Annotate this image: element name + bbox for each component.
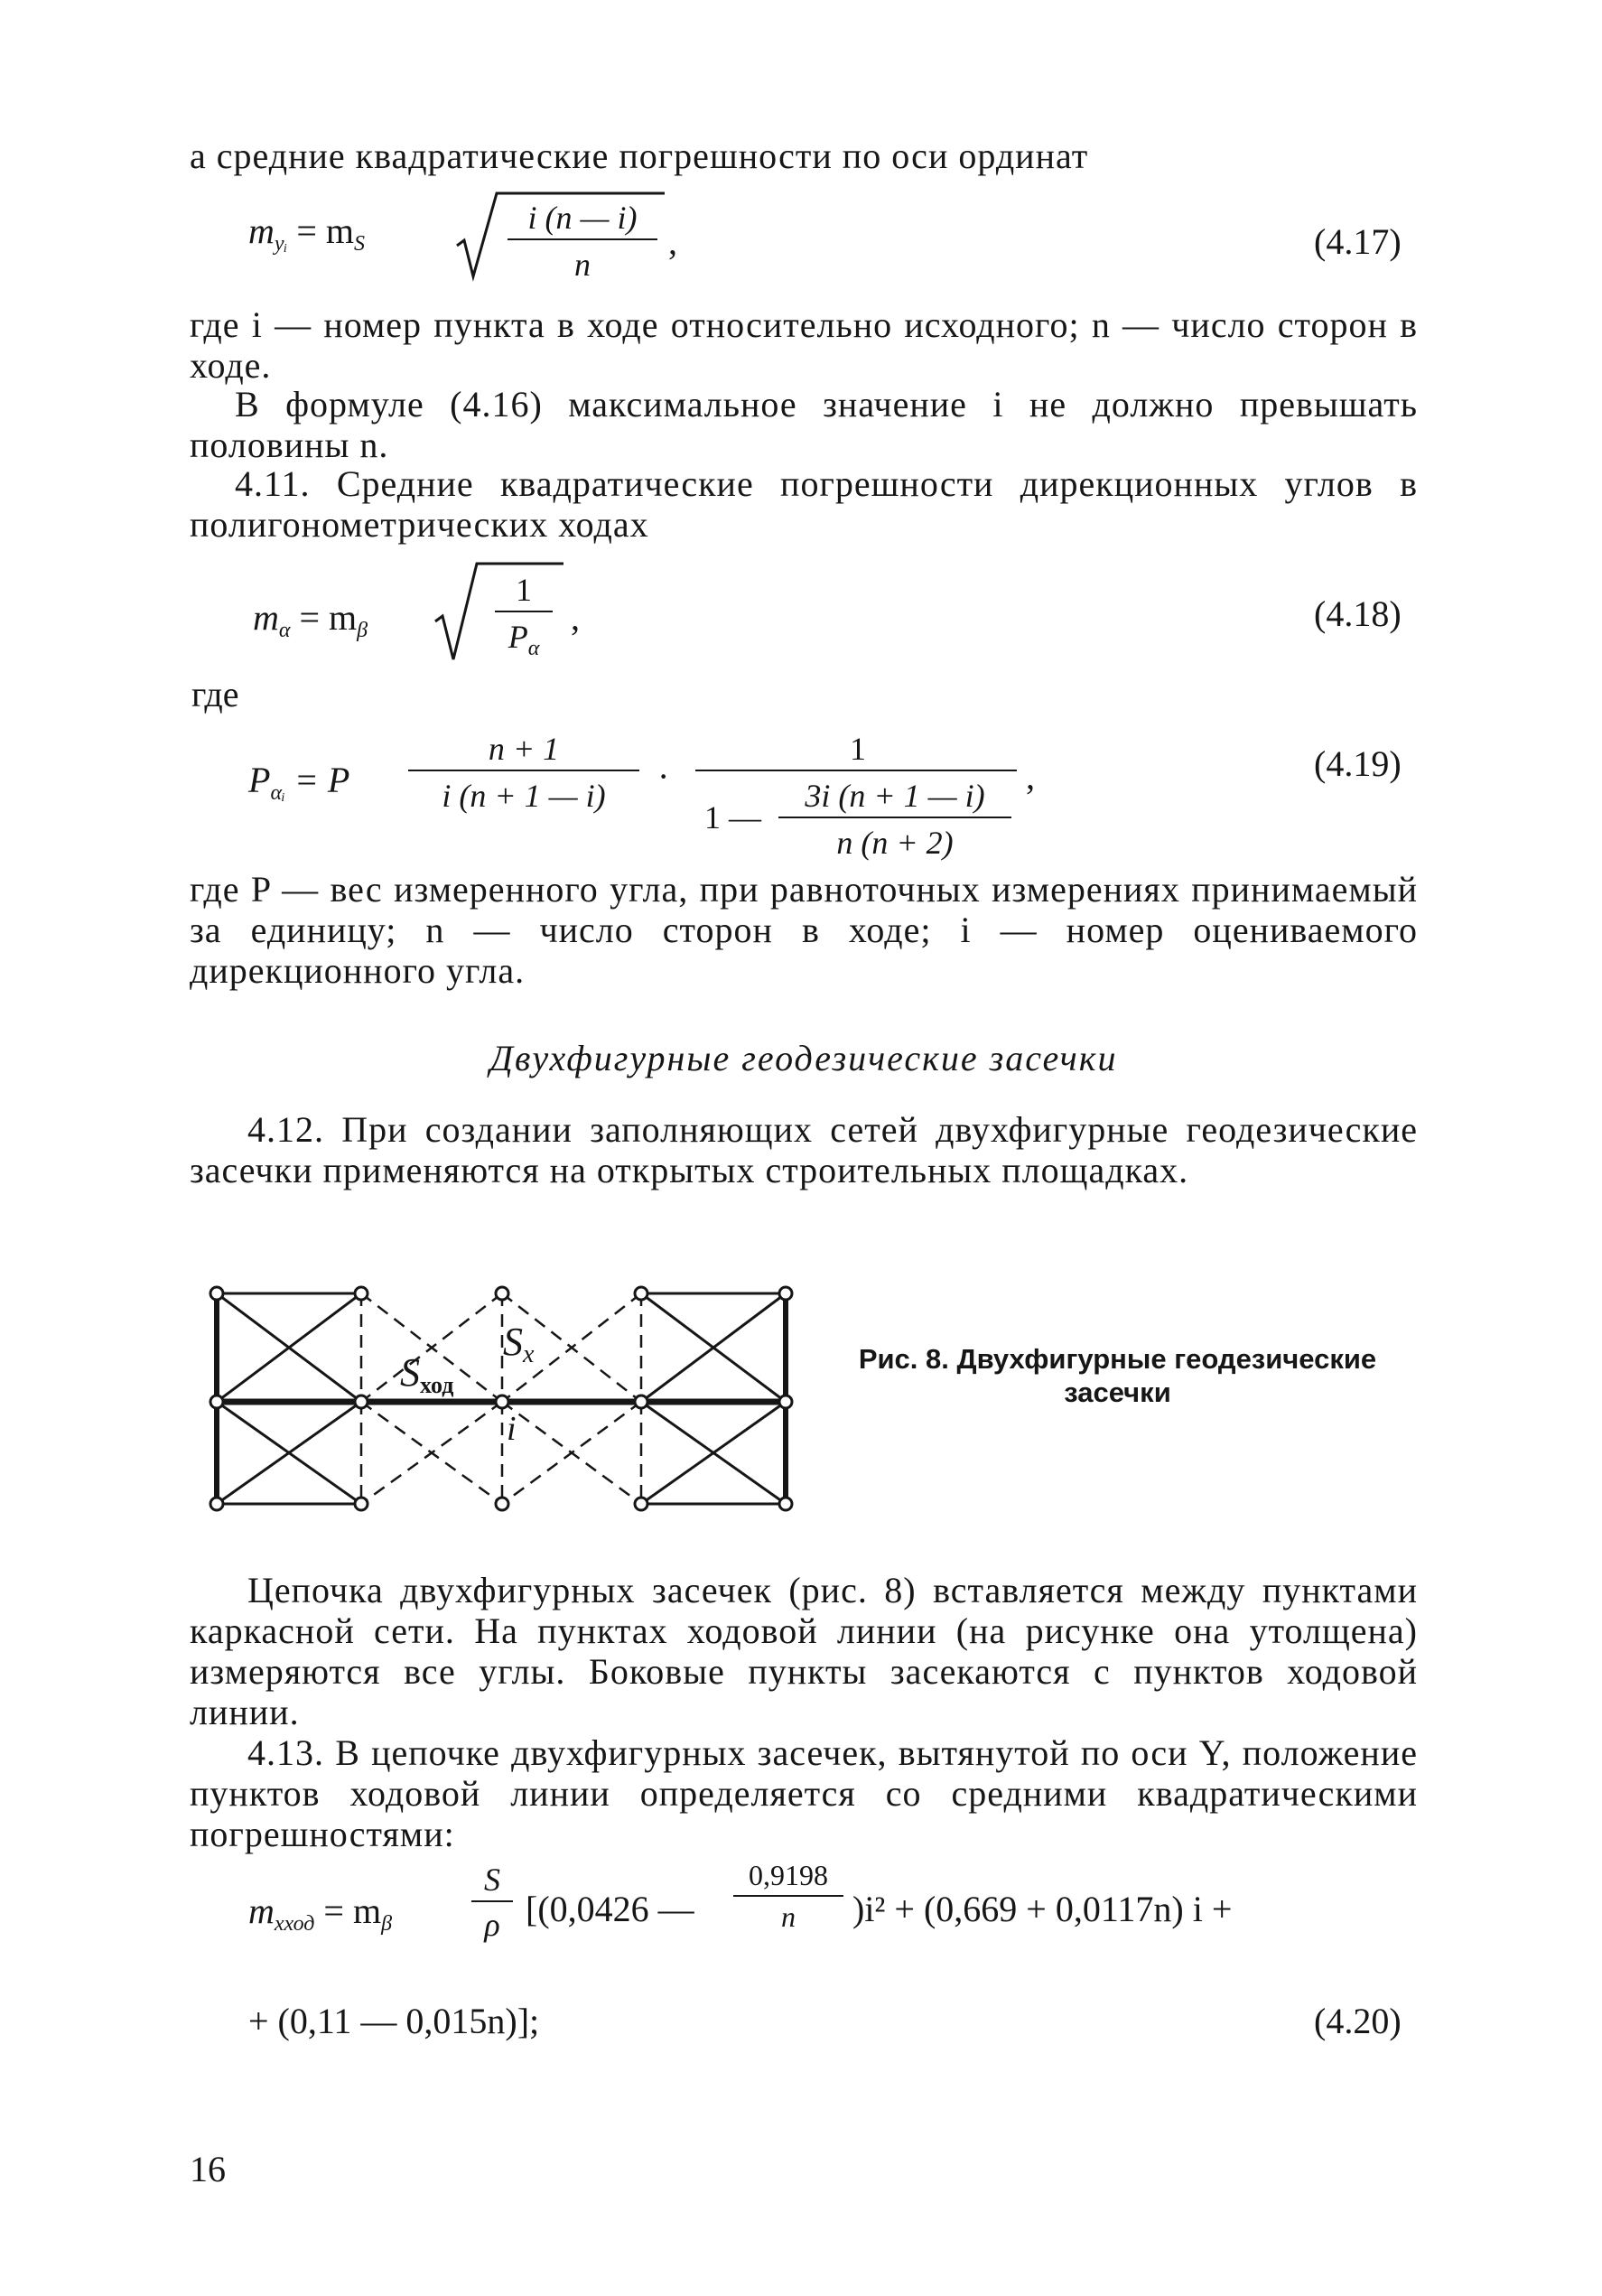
intro-line: а средние квадратические погрешности по оси ординат bbox=[190, 135, 1089, 176]
eq-4-18-numerator: 1 bbox=[516, 572, 532, 608]
eq-4-19-trail: , bbox=[1026, 756, 1035, 797]
para-formula-416: В формуле (4.16) максимальное значение i не должно превышать половины n. bbox=[190, 384, 1418, 465]
eq-4-19-number: (4.19) bbox=[1314, 743, 1402, 784]
eq-4-17-numerator: i (n — i) bbox=[527, 200, 638, 236]
eq-4-19-f3-denominator: n (n + 2) bbox=[836, 825, 954, 861]
figure-caption: Рис. 8. Двухфигурные геодезические засечки bbox=[858, 1343, 1377, 1408]
section-heading: Двухфигурные геодезические засечки bbox=[489, 1038, 1118, 1078]
eq-4-19-f1-numerator: n + 1 bbox=[488, 731, 560, 767]
eq-4-19-dot: · bbox=[657, 756, 670, 797]
eq-4-20-s-bar bbox=[471, 1900, 513, 1902]
para-4-11: 4.11. Средние квадратические погрешности дирекционных углов в полигонометрических ходах bbox=[190, 463, 1418, 545]
eq-4-20-number: (4.20) bbox=[1314, 2001, 1402, 2041]
eq-4-17-denominator: n bbox=[574, 247, 591, 283]
eq-4-17-lhs: $m_{yᵢ} = m_S$ bbox=[248, 210, 366, 256]
eq-4-20-s-numerator: S bbox=[484, 1862, 500, 1898]
eq-4-20-part-b: )i² + (0,669 + 0,0117n) i + bbox=[852, 1889, 1233, 1929]
eq-4-17-trail: , bbox=[668, 221, 677, 262]
figure-label-i: i bbox=[507, 1410, 517, 1448]
eq-4-18-trail: , bbox=[571, 597, 580, 638]
eq-4-18-lhs: $m_\alpha = m_\beta$ bbox=[253, 597, 368, 642]
para-4-13: 4.13. В цепочке двухфигурных засечек, вытянутой по оси Y, положение пунктов ходовой линии определяется со средними квадратическими погрешностями: bbox=[190, 1732, 1418, 1854]
eq-4-20-s-denominator: ρ bbox=[484, 1907, 500, 1943]
eq-4-19-f3-numerator: 3i (n + 1 — i) bbox=[805, 778, 985, 814]
para-where-p: где P — вес измеренного угла, при равноточных измерениях принимаемый за единицу; n — число сторон в ходе; i — номер оцениваемого дирекционного угла. bbox=[190, 869, 1418, 991]
page-number: 16 bbox=[190, 2149, 226, 2189]
figure-label-sx: $S_x$ bbox=[503, 1320, 535, 1368]
eq-4-19-f2-numerator: 1 bbox=[850, 731, 866, 767]
eq-4-20-part-a: [(0,0426 — bbox=[526, 1889, 694, 1929]
eq-4-20-inner-numerator: 0,9198 bbox=[749, 1859, 828, 1891]
eq-4-19-f1-denominator: i (n + 1 — i) bbox=[442, 778, 606, 814]
para-where-i: где i — номер пункта в ходе относительно исходного; n — число сторон в ходе. bbox=[190, 304, 1419, 386]
eq-4-18-denominator: $P_\alpha$ bbox=[508, 619, 540, 660]
eq-4-20-lhs: $m_{xход} = m_\beta$ bbox=[248, 1890, 393, 1936]
para-4-12: 4.12. При создании заполняющих сетей двухфигурные геодезические засечки применяются на открытых строительных площадках. bbox=[190, 1109, 1418, 1190]
para-chain: Цепочка двухфигурных засечек (рис. 8) вставляется между пунктами каркасной сети. На пунктах ходовой линии (на рисунке она утолщена) измеряются все углы. Боковые пункты засекаются с пунктов ходовой линии. bbox=[190, 1570, 1418, 1732]
figure-label-sxod: $S_{ход}$ bbox=[400, 1350, 454, 1398]
eq-4-19-f2-denominator-lead: 1 — bbox=[704, 799, 761, 835]
eq-4-19-lhs: $P_{\alpha ᵢ} = P$ bbox=[248, 760, 350, 805]
eq-4-18-number: (4.18) bbox=[1314, 593, 1402, 634]
where-word: где bbox=[191, 674, 239, 714]
eq-4-20-inner-bar bbox=[733, 1895, 843, 1897]
eq-4-20-line2: + (0,11 — 0,015n)]; bbox=[248, 2001, 540, 2041]
eq-4-20-inner-denominator: n bbox=[781, 1900, 796, 1933]
eq-4-17-number: (4.17) bbox=[1314, 221, 1402, 262]
